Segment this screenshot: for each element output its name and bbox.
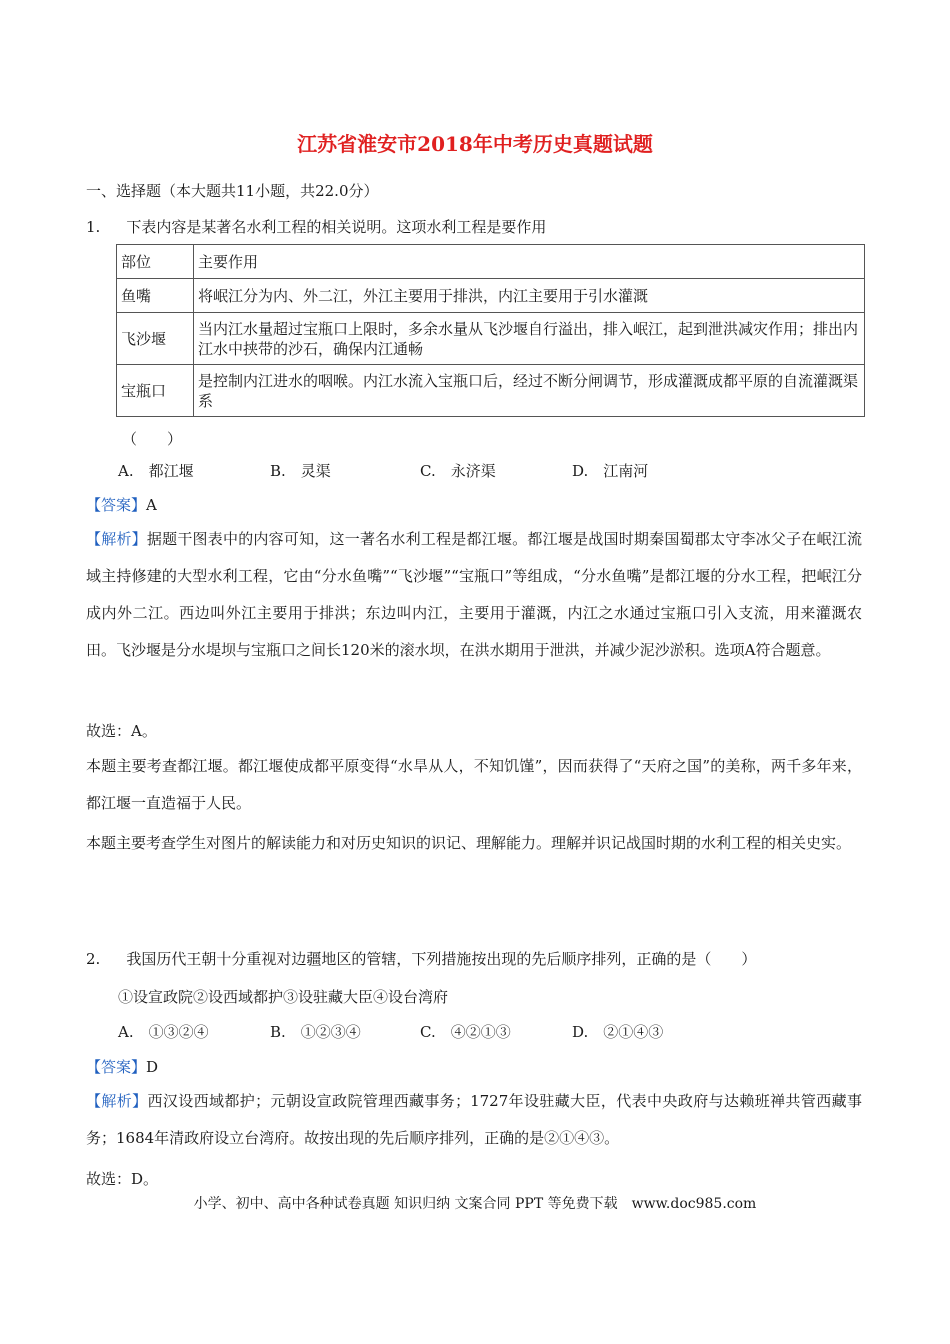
engineering-table [116,244,865,417]
question-1-stem [86,216,546,237]
option-b: B. 灵渠 [270,462,331,480]
analysis-paragraph [86,521,862,669]
answer-value: D [146,1058,159,1076]
table-cell: 部位 [117,245,194,279]
option-b: B. ①②③④ [270,1023,361,1041]
analysis-text: 据题干图表中的内容可知，这一著名水利工程是都江堰。都江堰是战国时期秦国蜀郡太守李冰父子在岷江流域主持修建的大型水利工程，它由“分水鱼嘴”“飞沙堰”“宝瓶口”等组成，“分水鱼嘴”是都江堰的分水工程，把岷江分成内外二江。西边叫外江主要用于排洪；东边叫内江，主要用于灌溉，内江之水通过宝瓶口引入支流，用来灌溉农田。飞沙堰是分水堤坝与宝瓶口之间长120米的滚水坝，在洪水期用于泄洪，并减少泥沙淤积。选项A符合题意。 [86,530,862,659]
note-paragraph: 本题主要考查学生对图片的解读能力和对历史知识的识记、理解能力。理解并识记战国时期的水利工程的相关史实。 [86,834,852,852]
option-d: D. ②①④③ [572,1023,664,1041]
question-text: 我国历代王朝十分重视对边疆地区的管辖，下列措施按出现的先后顺序排列，正确的是（ ） [126,950,757,968]
option-d: D. 江南河 [572,462,649,480]
question-2-stem [86,948,756,969]
answer-tag: 【答案】 [86,1058,147,1076]
question-number: 1. [86,218,101,236]
table-row [117,279,865,313]
option-c: C. 永济渠 [420,462,496,480]
table-cell: 将岷江分为内、外二江，外江主要用于排洪，内江主要用于引水灌溉 [194,279,865,313]
table-cell: 宝瓶口 [117,365,194,417]
section-heading: 一、选择题（本大题共11小题，共22.0分） [86,182,379,200]
table-row [117,365,865,417]
note-paragraph: 本题主要考查都江堰。都江堰使成都平原变得“水旱从人，不知饥馑”，因而获得了“天府之国”的美称，两千多年来，都江堰一直造福于人民。 [86,757,862,812]
answer-paren: （ ） [122,430,183,448]
document-title: 江苏省淮安市2018年中考历史真题试题 [297,132,653,156]
analysis-paragraph [86,1083,862,1157]
analysis-tag: 【解析】 [86,530,147,548]
option-c: C. ④②①③ [420,1023,511,1041]
table-cell: 鱼嘴 [117,279,194,313]
question-text: 下表内容是某著名水利工程的相关说明。这项水利工程是要作用 [126,218,547,236]
table-row [117,313,865,365]
analysis-text: 西汉设西域都护；元朝设宣政院管理西藏事务；1727年设驻藏大臣，代表中央政府与达赖班禅共管西藏事务；1684年清政府设立台湾府。故按出现的先后顺序排列，正确的是②①④③。 [86,1092,862,1147]
analysis-tag: 【解析】 [86,1092,148,1110]
question-number: 2. [86,950,101,968]
table-cell: 当内江水量超过宝瓶口上限时，多余水量从飞沙堰自行溢出，排入岷江，起到泄洪减灾作用；排出内江水中挟带的沙石，确保内江通畅 [194,313,865,365]
choose-line: 故选：A。 [86,722,157,740]
table-cell: 主要作用 [194,245,865,279]
answer-line [86,494,157,515]
table-row [117,245,865,279]
answer-tag: 【答案】 [86,496,147,514]
table-cell: 飞沙堰 [117,313,194,365]
answer-value: A [146,496,157,514]
page-footer: 小学、初中、高中各种试卷真题 知识归纳 文案合同 PPT 等免费下载 www.doc985.com [193,1196,757,1212]
choose-line: 故选：D。 [86,1170,159,1188]
option-a: A. ①③②④ [118,1023,209,1041]
answer-line [86,1056,158,1077]
option-a: A. 都江堰 [118,462,194,480]
question-items: ①设宣政院②设西域都护③设驻藏大臣④设台湾府 [118,988,449,1006]
table-cell: 是控制内江进水的咽喉。内江水流入宝瓶口后，经过不断分闸调节，形成灌溉成都平原的自流灌溉渠系 [194,365,865,417]
